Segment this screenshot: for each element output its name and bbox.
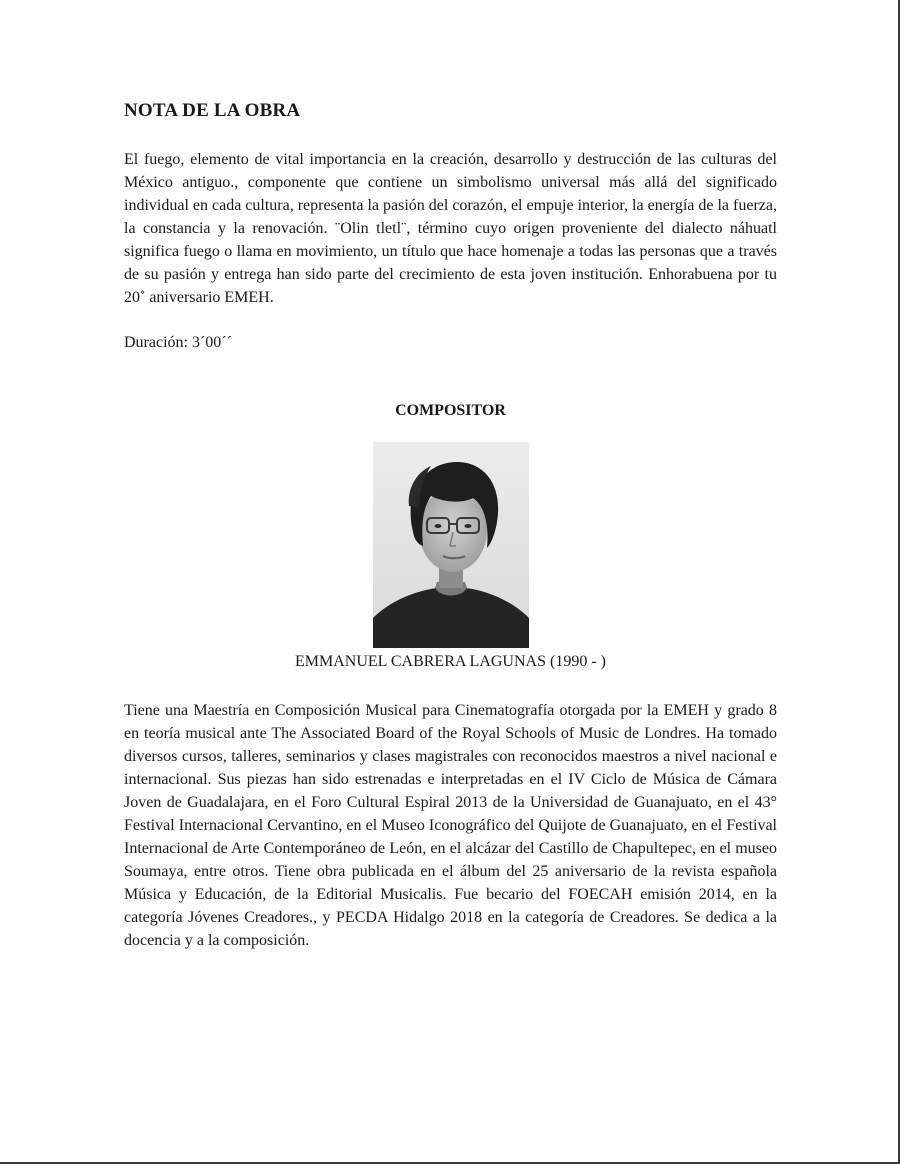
composer-photo bbox=[373, 442, 529, 648]
document-body bbox=[124, 100, 777, 952]
nota-paragraph: El fuego, elemento de vital importancia en la creación, desarrollo y destrucción de las culturas del México antiguo., componente que contiene un simbolismo universal más allá del significado individual en cada cultura, representa la pasión del corazón, el empuje interior, la energía de la fuerza, la constancia y la renovación. ¨Olin tletl¨, término cuyo origen proveniente del dialecto náhuatl significa fuego o llama en movimiento, un título que hace homenaje a todas las personas que a través de su pasión y entrega han sido parte del crecimiento de esta joven institución. Enhorabuena por tu 20˚ aniversario EMEH. bbox=[124, 151, 777, 306]
portrait-image bbox=[373, 442, 529, 648]
composer-name: EMMANUEL CABRERA LAGUNAS (1990 - ) bbox=[295, 653, 606, 670]
composer-heading: COMPOSITOR bbox=[395, 402, 506, 419]
section-title-nota: NOTA DE LA OBRA bbox=[124, 100, 301, 121]
duration-text: Duración: 3´00´´ bbox=[124, 334, 232, 351]
composer-bio: Tiene una Maestría en Composición Musical para Cinematografía otorgada por la EMEH y grado 8 en teoría musical ante The Associated Board of the Royal Schools of Music de Londres. Ha tomado diversos cursos, talleres, seminarios y clases magistrales con reconocidos maestros a nivel nacional e internacional. Sus piezas han sido estrenadas e interpretadas en el IV Ciclo de Música de Cámara Joven de Guadalajara, en el Foro Cultural Espiral 2013 de la Universidad de Guanajuato, en el 43° Festival Internacional Cervantino, en el Museo Iconográfico del Quijote de Guanajuato, en el Festival Internacional de Arte Contemporáneo de León, en el alcázar del Castillo de Chapultepec, en el museo Soumaya, entre otros. Tiene obra publicada en el álbum del 25 aniversario de la revista española Música y Educación, de la Editorial Musicalis. Fue becario del FOECAH emisión 2014, en la categoría Jóvenes Creadores., y PECDA Hidalgo 2018 en la categoría de Creadores. Se dedica a la docencia y a la composición. bbox=[124, 702, 777, 949]
